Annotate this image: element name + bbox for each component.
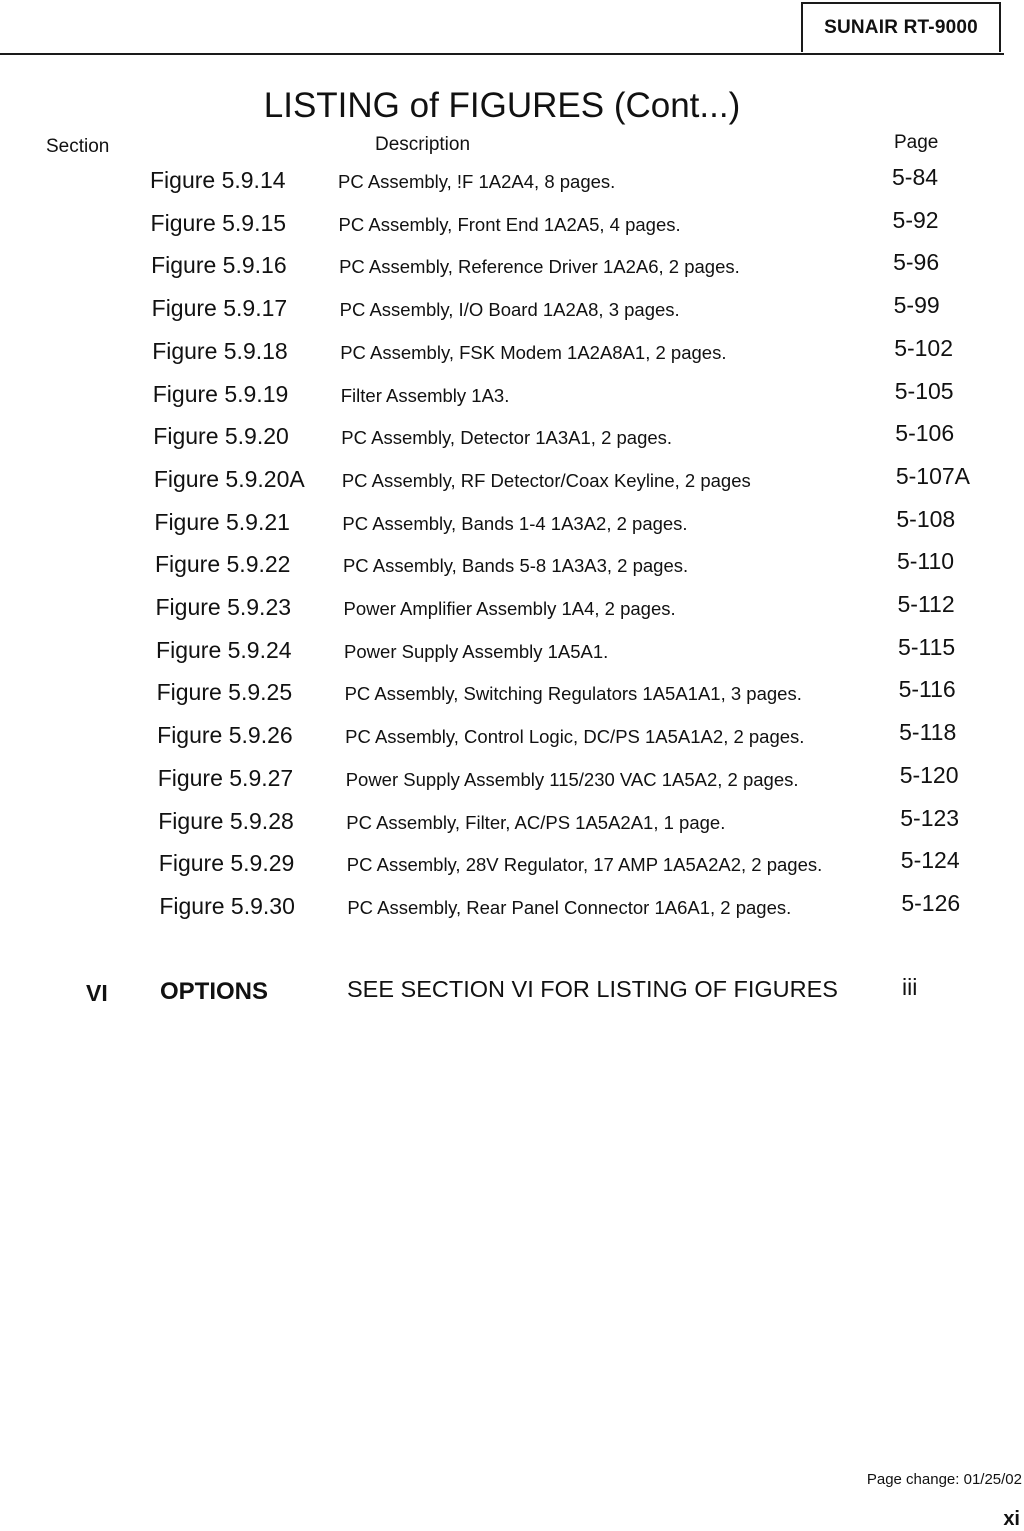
figure-description: Power Supply Assembly 115/230 VAC 1A5A2, 2 pages. [345,768,799,790]
figure-label: Figure 5.9.26 [157,722,293,749]
figure-description: Power Supply Assembly 1A5A1. [344,640,609,662]
figure-description: PC Assembly, 28V Regulator, 17 AMP 1A5A2A2, 2 pages. [346,854,823,876]
figure-row [151,249,1024,292]
options-page: iii [902,974,918,1000]
figure-label: Figure 5.9.22 [154,551,291,578]
figure-description: PC Assembly, Rear Panel Connector 1A6A1, 2 pages. [347,896,792,918]
options-title: OPTIONS [160,978,269,1005]
figure-label: Figure 5.9.18 [152,337,288,364]
figure-row [156,676,1024,719]
figure-page: 5-96 [893,249,940,276]
figure-row [151,292,1024,335]
figure-label: Figure 5.9.16 [151,252,287,279]
figure-page: 5-102 [894,334,954,361]
figure-page: 5-99 [893,292,940,319]
figure-label: Figure 5.9.15 [150,209,287,236]
figure-row [157,719,1024,762]
figure-page: 5-118 [899,719,957,746]
figure-description: PC Assembly, Bands 5-8 1A3A3, 2 pages. [342,555,689,577]
figure-row [153,462,1024,506]
figure-label: Figure 5.9.27 [157,764,294,791]
figure-row [156,633,1024,677]
figure-label: Figure 5.9.20 [153,423,289,450]
figure-page: 5-107A [895,462,971,489]
figure-label: Figure 5.9.24 [156,636,292,663]
figure-page: 5-112 [897,591,955,617]
figure-row [159,889,1024,933]
figure-description: Power Amplifier Assembly 1A4, 2 pages. [343,598,676,619]
figure-label: Figure 5.9.19 [152,380,289,407]
figure-description: PC Assembly, RF Detector/Coax Keyline, 2 pages [341,469,751,491]
document-id: SUNAIR RT-9000 [801,2,1001,52]
figure-row [158,847,1024,890]
figure-row [154,548,1024,591]
figure-page: 5-84 [892,164,939,190]
figure-label: Figure 5.9.17 [151,295,288,322]
figure-label: Figure 5.9.28 [158,807,294,834]
figure-row [154,505,1024,549]
figure-description: PC Assembly, Filter, AC/PS 1A5A2A1, 1 page. [346,811,726,833]
figure-row [150,206,1024,250]
figure-description: PC Assembly, Bands 1-4 1A3A2, 2 pages. [342,512,688,534]
header-rule [0,53,1004,55]
figure-row [157,761,1024,805]
options-section-number: VI [86,980,108,1006]
figure-description: PC Assembly, Reference Driver 1A2A6, 2 pages. [339,256,740,278]
figure-label: Figure 5.9.25 [156,679,293,706]
figure-label: Figure 5.9.29 [158,850,295,877]
figure-page: 5-124 [900,847,960,874]
figure-description: PC Assembly, Control Logic, DC/PS 1A5A1A2, 2 pages. [345,726,805,748]
figure-page: 5-105 [894,377,954,404]
figure-description: Filter Assembly 1A3. [340,384,510,406]
figure-label: Figure 5.9.14 [150,167,286,193]
figure-description: PC Assembly, Switching Regulators 1A5A1A1, 3 pages. [344,683,802,705]
figure-row [152,334,1024,378]
figure-row [158,804,1024,848]
figure-page: 5-106 [895,420,955,447]
figure-row [152,377,1024,421]
page-title: LISTING of FIGURES (Cont...) [263,86,741,125]
figure-row [153,420,1024,463]
figure-description: PC Assembly, Detector 1A3A1, 2 pages. [341,427,673,449]
figure-page: 5-126 [901,889,961,916]
options-description: SEE SECTION VI FOR LISTING OF FIGURES [347,976,838,1002]
figure-page: 5-120 [899,761,959,788]
figure-row [155,591,1024,634]
figure-page: 5-115 [898,633,956,660]
column-header-description: Description [375,134,471,155]
figure-page: 5-92 [892,206,939,233]
page-number: xi [1003,1508,1020,1530]
figure-label: Figure 5.9.20A [153,465,305,492]
column-header-section: Section [46,136,110,157]
figure-description: PC Assembly, !F 1A2A4, 8 pages. [338,171,616,192]
figure-label: Figure 5.9.23 [155,594,292,620]
figure-label: Figure 5.9.30 [159,892,295,919]
column-header-page: Page [894,132,939,153]
figure-description: PC Assembly, FSK Modem 1A2A8A1, 2 pages. [340,341,727,363]
figure-description: PC Assembly, I/O Board 1A2A8, 3 pages. [339,299,680,321]
figure-page: 5-110 [896,548,955,575]
figure-description: PC Assembly, Front End 1A2A5, 4 pages. [338,213,681,235]
figure-page: 5-116 [898,676,956,703]
figure-row [150,164,1024,207]
figure-page: 5-123 [900,804,960,831]
figure-label: Figure 5.9.21 [154,508,290,535]
figure-page: 5-108 [896,505,956,532]
page-change-note: Page change: 01/25/02 [866,1471,1022,1488]
